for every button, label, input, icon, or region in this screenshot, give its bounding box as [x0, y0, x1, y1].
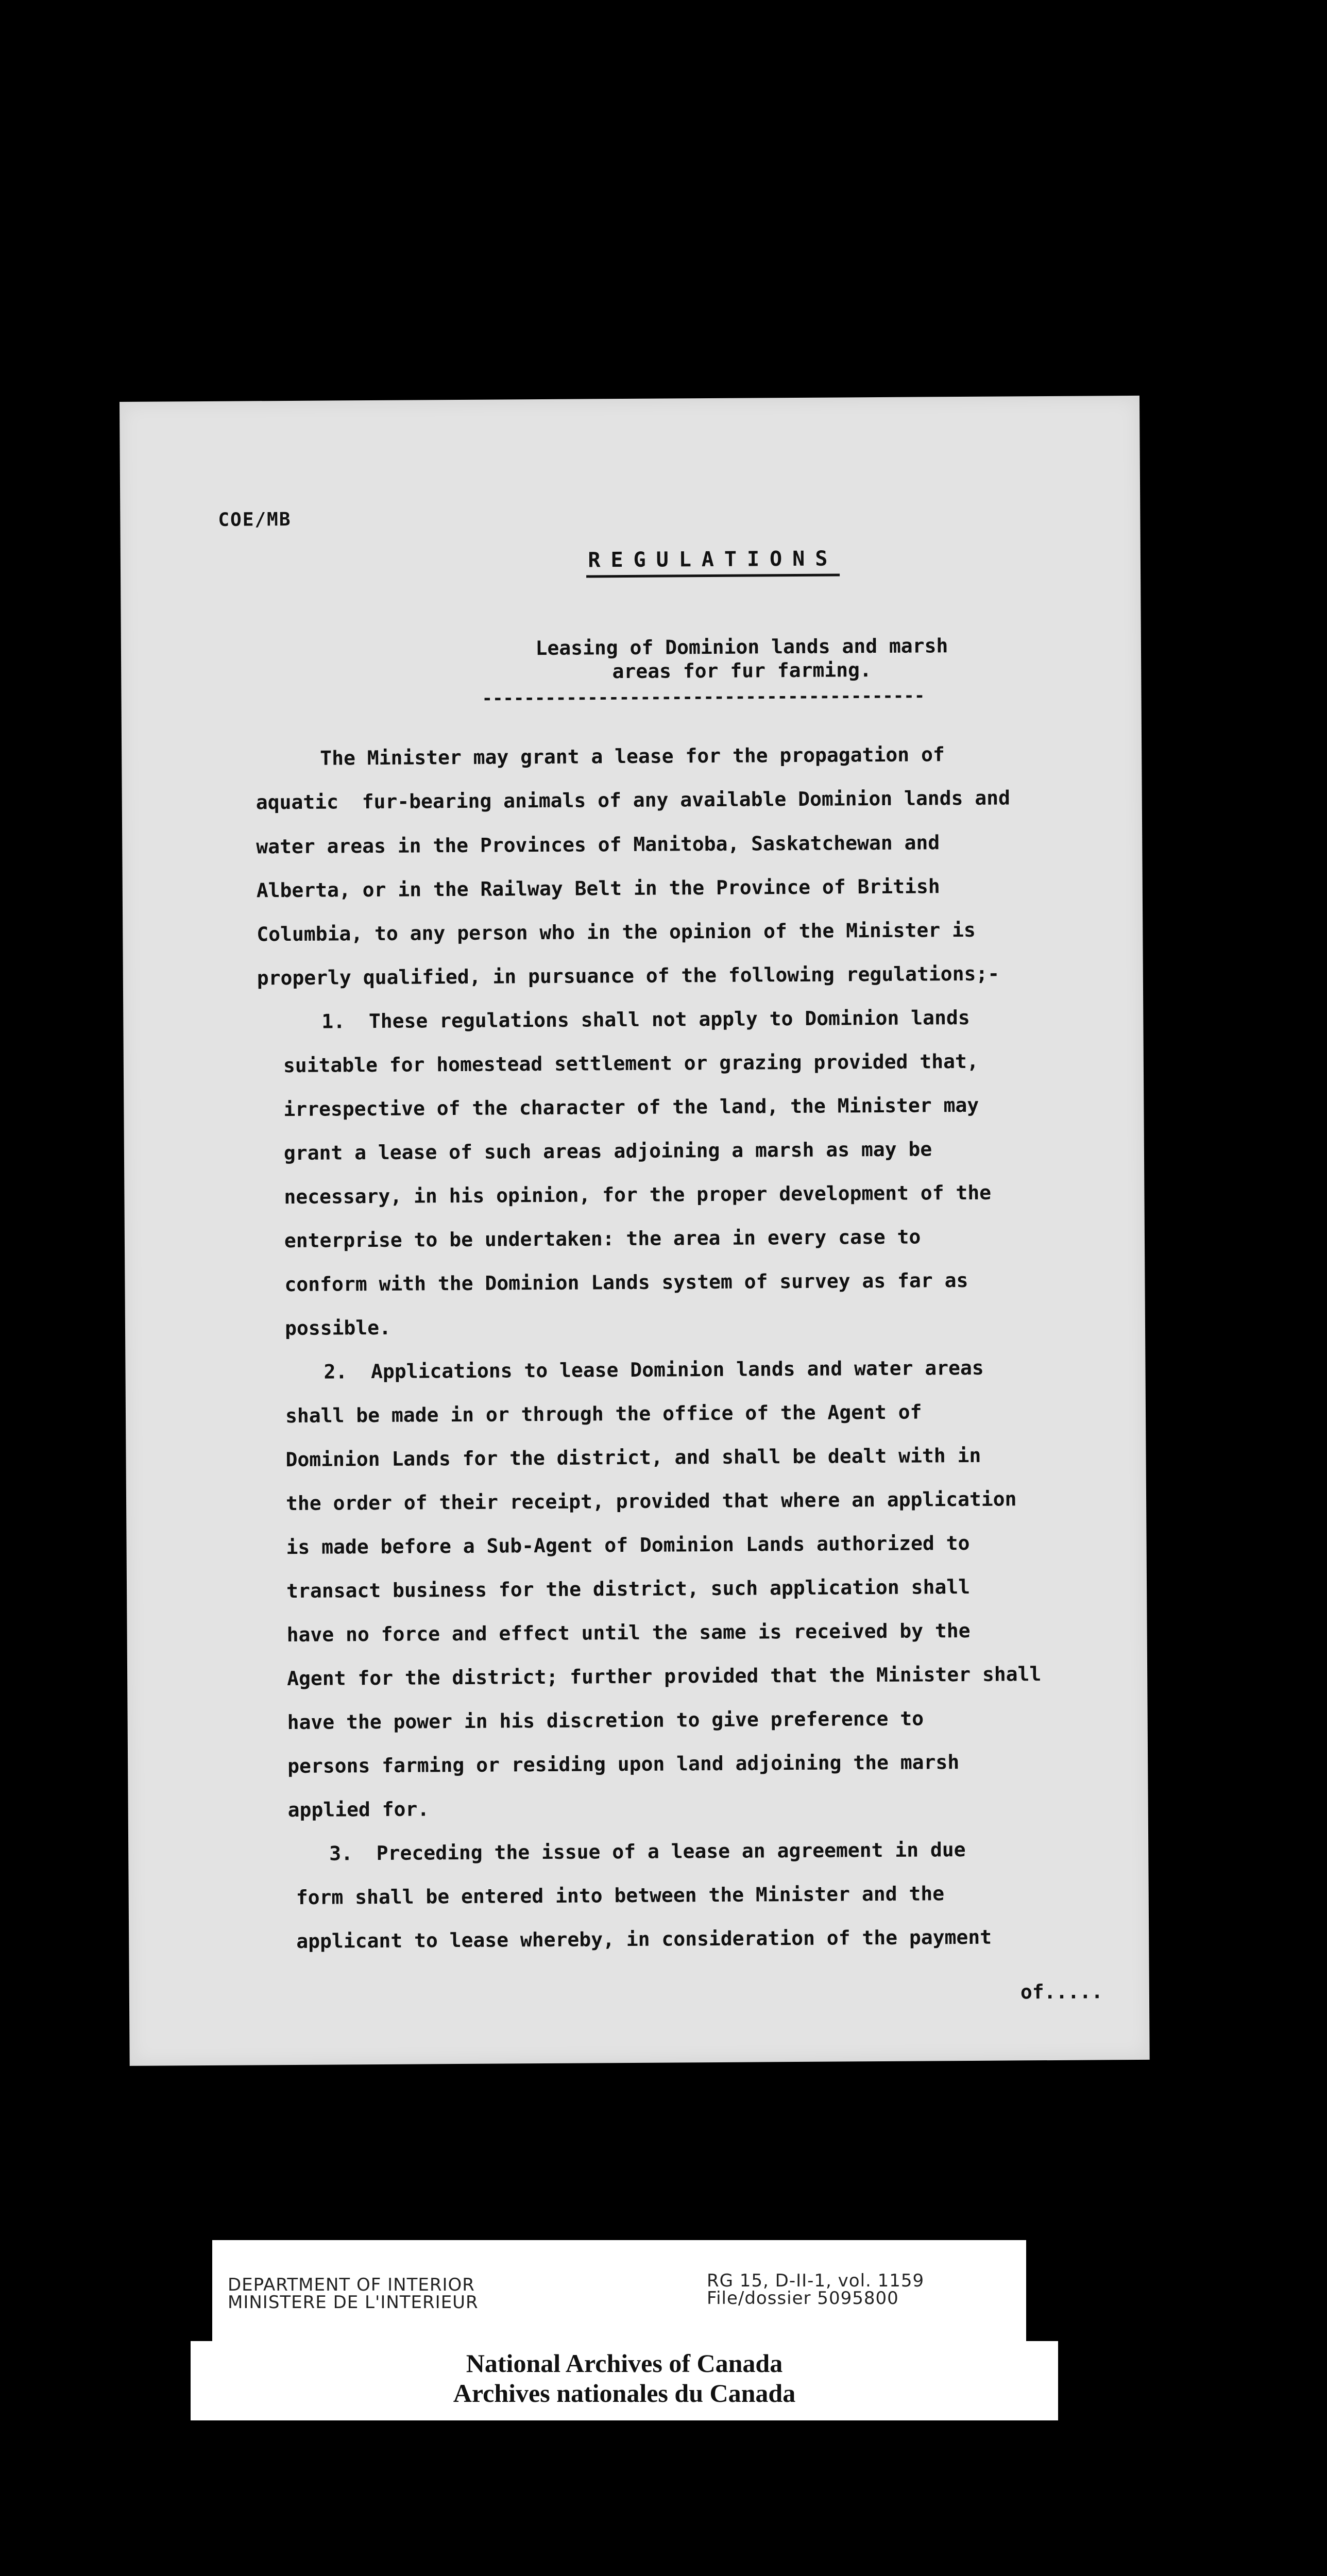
- body-line: applicant to lease whereby, in consideration of the payment: [296, 1925, 992, 1953]
- body-line: The Minister may grant a lease for the propagation of: [320, 743, 945, 770]
- department-names: [228, 2276, 479, 2311]
- document-page: [120, 396, 1150, 2066]
- body-line: applied for.: [287, 1798, 430, 1822]
- dashed-rule: ------------------------------------------: [482, 685, 925, 709]
- document-heading: [121, 545, 1141, 581]
- body-line: Dominion Lands for the district, and shall be dealt with in: [285, 1444, 981, 1471]
- body-line: 2. Applications to lease Dominion lands and water areas: [324, 1356, 984, 1383]
- archive-institution-stamp: [191, 2341, 1058, 2420]
- initials-mark: COE/MB: [218, 509, 292, 531]
- body-line: Agent for the district; further provided that the Minister shall: [287, 1663, 1042, 1690]
- department-en: DEPARTMENT OF INTERIOR: [228, 2275, 475, 2295]
- subtitle-line-1: Leasing of Dominion lands and marsh: [535, 634, 948, 660]
- body-line: enterprise to be undertaken: the area in every case to: [284, 1225, 921, 1252]
- body-line: possible.: [284, 1316, 392, 1340]
- body-line: form shall be entered into between the Minister and the: [296, 1882, 945, 1909]
- body-line: irrespective of the character of the land, the Minister may: [283, 1093, 979, 1121]
- document-subtitle: [121, 633, 1142, 686]
- file-reference: [707, 2272, 924, 2307]
- body-line: suitable for homestead settlement or grazing provided that,: [283, 1049, 979, 1077]
- institution-name-en: National Archives of Canada: [466, 2349, 783, 2378]
- institution-name-fr: Archives nationales du Canada: [453, 2379, 796, 2408]
- body-line: Columbia, to any person who in the opinion of the Minister is: [257, 918, 976, 946]
- body-line: have no force and effect until the same is received by the: [286, 1619, 971, 1647]
- body-line: shall be made in or through the office of the Agent of: [285, 1400, 922, 1428]
- body-line: have the power in his discretion to give preference to: [287, 1707, 924, 1734]
- body-line: properly qualified, in pursuance of the following regulations;-: [257, 962, 1000, 990]
- department-fr: MINISTERE DE L'INTERIEUR: [228, 2292, 479, 2313]
- body-line: grant a lease of such areas adjoining a marsh as may be: [283, 1138, 932, 1165]
- archive-reference-label: [212, 2240, 1026, 2341]
- body-line: 1. These regulations shall not apply to Dominion lands: [321, 1006, 970, 1033]
- record-group-reference: RG 15, D-II-1, vol. 1159: [707, 2270, 925, 2291]
- file-number: File/dossier 5095800: [707, 2288, 899, 2309]
- body-line: is made before a Sub-Agent of Dominion Lands authorized to: [286, 1531, 970, 1559]
- body-line: persons farming or residing upon land adjoining the marsh: [287, 1751, 960, 1778]
- body-line: transact business for the district, such application shall: [286, 1575, 971, 1603]
- continuation-text: of.....: [1020, 1980, 1103, 2004]
- body-line: necessary, in his opinion, for the proper development of the: [284, 1181, 992, 1209]
- body-line: 3. Preceding the issue of a lease an agreement in due: [329, 1838, 966, 1865]
- body-line: the order of their receipt, provided that where an application: [285, 1487, 1017, 1515]
- body-line: Alberta, or in the Railway Belt in the Province of British: [256, 875, 940, 902]
- body-line: water areas in the Provinces of Manitoba, Saskatchewan and: [256, 831, 940, 858]
- body-line: conform with the Dominion Lands system of survey as far as: [284, 1268, 968, 1296]
- heading-text: REGULATIONS: [586, 547, 840, 578]
- subtitle-line-2: areas for fur farming.: [612, 658, 872, 683]
- body-line: aquatic fur-bearing animals of any available Dominion lands and: [256, 786, 1011, 814]
